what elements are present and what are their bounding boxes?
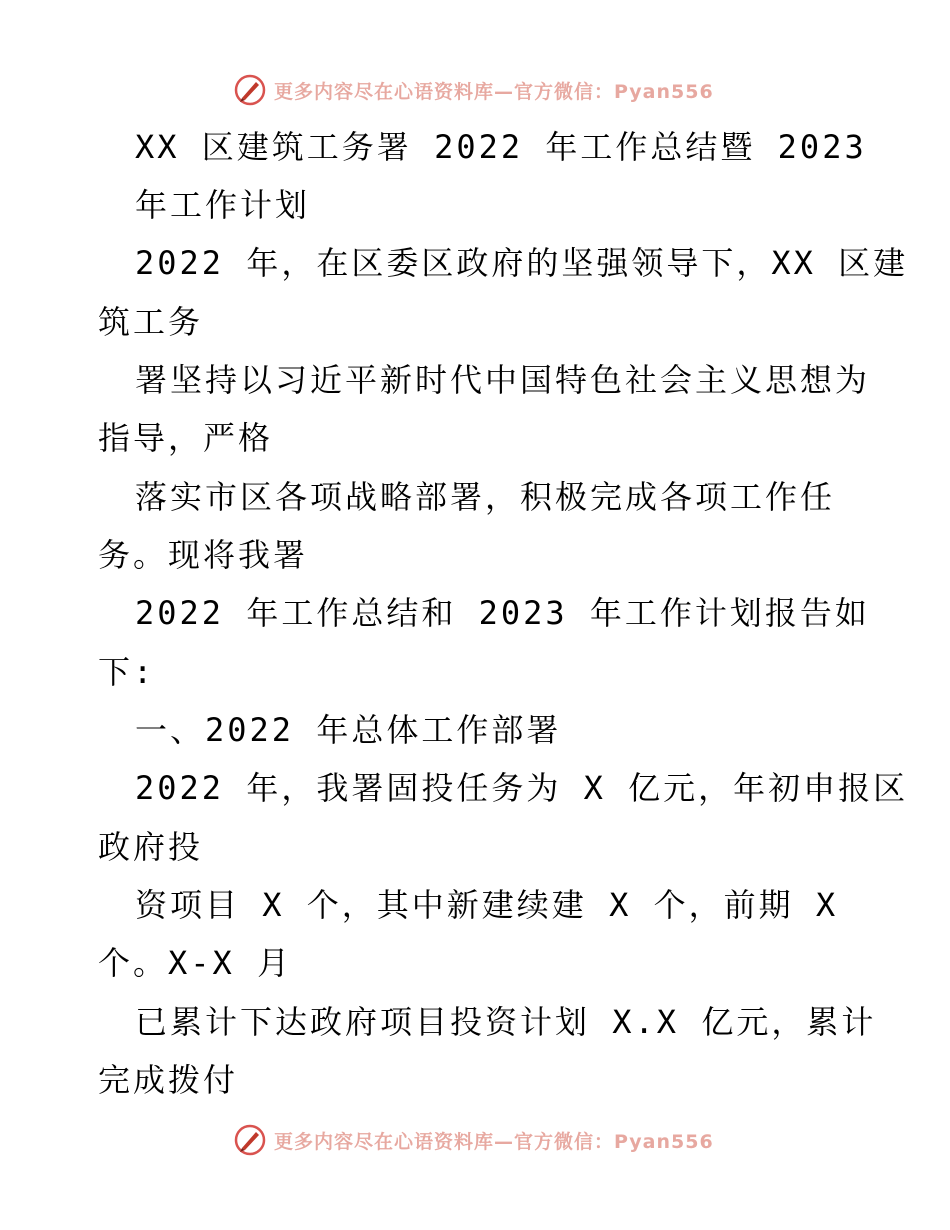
paragraph-line: 2022 年工作总结和 2023 年工作计划报告如 xyxy=(135,594,870,632)
title-line-1: XX 区建筑工务署 2022 年工作总结暨 2023 xyxy=(135,128,867,166)
pen-logo-icon xyxy=(232,72,268,108)
paragraph-line: 2022 年，我署固投任务为 X 亿元，年初申报区 xyxy=(135,769,909,807)
title-line-2: 年工作计划 xyxy=(135,186,311,224)
paragraph-line: 完成拨付 xyxy=(98,1061,239,1099)
paragraph-line: 个。X-X 月 xyxy=(98,944,293,982)
paragraph-line: 2022 年，在区委区政府的坚强领导下，XX 区建 xyxy=(135,244,909,282)
watermark-text: 更多内容尽在心语资料库—官方微信：Pyan556 xyxy=(274,80,714,103)
paragraph-line: 政府投 xyxy=(98,828,204,866)
paragraph-line: 落实市区各项战略部署，积极完成各项工作任 xyxy=(135,478,836,516)
watermark-text: 更多内容尽在心语资料库—官方微信：Pyan556 xyxy=(274,1130,714,1153)
paragraph-line: 下: xyxy=(98,653,156,691)
paragraph-line: 筑工务 xyxy=(98,303,204,341)
watermark-banner-top xyxy=(232,70,714,110)
paragraph-line: 已累计下达政府项目投资计划 X.X 亿元，累计 xyxy=(135,1003,877,1041)
section-heading: 一、2022 年总体工作部署 xyxy=(135,711,562,749)
paragraph-line: 署坚持以习近平新时代中国特色社会主义思想为 xyxy=(135,361,871,399)
pen-logo-icon xyxy=(232,1122,268,1158)
paragraph-line: 务。现将我署 xyxy=(98,536,309,574)
paragraph-line: 资项目 X 个，其中新建续建 X 个，前期 X xyxy=(135,886,839,924)
watermark-banner-bottom xyxy=(232,1120,714,1160)
paragraph-line: 指导，严格 xyxy=(98,419,274,457)
